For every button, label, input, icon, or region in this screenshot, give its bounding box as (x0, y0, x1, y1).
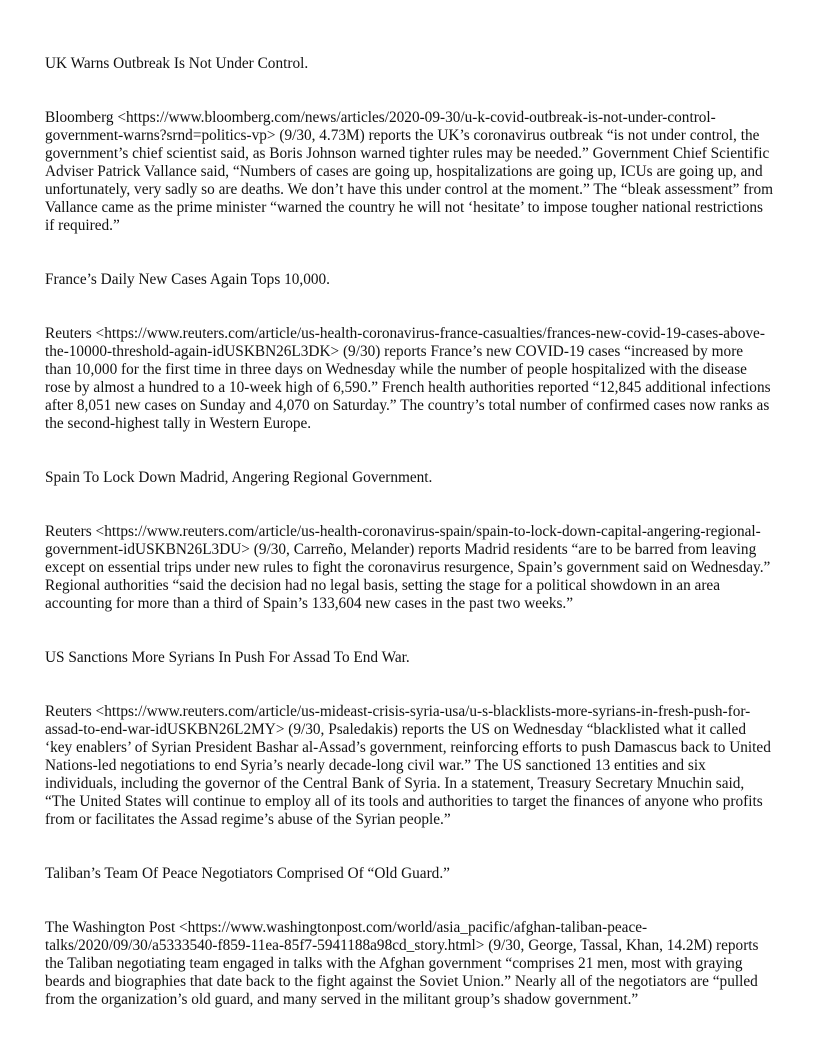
document-page (45, 55, 773, 1009)
article-link[interactable]: https://www.reuters.com/article/us-health-coronavirus-spain/spain-to-lock-down-capital-angering-regional-government-idUSKBN26L3DU (45, 523, 761, 558)
article-headline: Taliban’s Team Of Peace Negotiators Comprised Of “Old Guard.” (45, 865, 450, 882)
article-source: Reuters (45, 325, 92, 342)
article-body: Bloomberg <https://www.bloomberg.com/news/articles/2020-09-30/u-k-covid-outbreak-is-not-under-control-government-warns?srnd=politics-vp> (9/30, 4.73M) reports the UK’s coronavirus outbreak “is not under control, the government’s chief scientist said, as Boris Johnson warned tighter rules may be needed.” Government Chief Scientific Adviser Patrick Vallance said, “Numbers of cases are going up, hospitalizations are going up, ICUs are going up, and unfortunately, very sadly so are deaths. We don’t have this under control at the moment.” The “bleak assessment” from Vallance came as the prime minister “warned the country he will not ‘hesitate’ to impose tougher national restrictions if required.” (45, 109, 773, 234)
article-body: Reuters <https://www.reuters.com/article/us-mideast-crisis-syria-usa/u-s-blacklists-more-syrians-in-fresh-push-for-assad-to-end-war-idUSKBN26L2MY> (9/30, Psaledakis) reports the US on Wednesday “blacklisted what it called ‘key enablers’ of Syrian President Bashar al-Assad’s government, reinforcing efforts to push Damascus back to United Nations-led negotiations to end Syria’s nearly decade-long civil war.” The US sanctioned 13 entities and six individuals, including the governor of the Central Bank of Syria. In a statement, Treasury Secretary Mnuchin said, “The United States will continue to employ all of its tools and authorities to target the finances of anyone who profits from or facilitates the Assad regime’s abuse of the Syrian people.” (45, 703, 771, 828)
article-text: (9/30, Carreño, Melander) reports Madrid residents “are to be barred from leaving except on essential trips under new rules to fight the coronavirus resurgence, Spain’s government said on Wednesday.” Regional authorities “said the decision had no legal basis, setting the stage for a political showdown in an area accounting for more than a third of Spain’s 133,604 new cases in the past two weeks.” (45, 541, 771, 612)
article-taliban-negotiators (45, 865, 773, 1009)
article-text: (9/30, 4.73M) reports the UK’s coronavirus outbreak “is not under control, the government’s chief scientist said, as Boris Johnson warned tighter rules may be needed.” Government Chief Scientific Adviser Patrick Vallance said, “Numbers of cases are going up, hospitalizations are going up, ICUs are going up, and unfortunately, very sadly so are deaths. We don’t have this under control at the moment.” The “bleak assessment” from Vallance came as the prime minister “warned the country he will not ‘hesitate’ to impose tougher national restrictions if required.” (45, 127, 773, 234)
article-france-cases (45, 271, 773, 469)
article-headline: France’s Daily New Cases Again Tops 10,000. (45, 271, 331, 288)
article-headline: US Sanctions More Syrians In Push For Assad To End War. (45, 649, 410, 666)
article-link[interactable]: https://www.reuters.com/article/us-health-coronavirus-france-casualties/frances-new-covid-19-cases-above-the-10000-threshold-again-idUSKBN26L3DK (45, 325, 765, 360)
article-source: Bloomberg (45, 109, 114, 126)
article-us-syria-sanctions (45, 649, 773, 865)
article-text: (9/30, George, Tassal, Khan, 14.2M) reports the Taliban negotiating team engaged in talks with the Afghan government “comprises 21 men, most with graying beards and biographies that date back to the fight against the Soviet Union.” Nearly all of the negotiators are “pulled from the organization’s old guard, and many served in the militant group’s shadow government.” (45, 937, 759, 1008)
article-link[interactable]: https://www.bloomberg.com/news/articles/2020-09-30/u-k-covid-outbreak-is-not-under-control-government-warns?srnd=politics-vp (45, 109, 716, 144)
article-body: Reuters <https://www.reuters.com/article/us-health-coronavirus-spain/spain-to-lock-down-capital-angering-regional-government-idUSKBN26L3DU> (9/30, Carreño, Melander) reports Madrid residents “are to be barred from leaving except on essential trips under new rules to fight the coronavirus resurgence, Spain’s government said on Wednesday.” Regional authorities “said the decision had no legal basis, setting the stage for a political showdown in an area accounting for more than a third of Spain’s 133,604 new cases in the past two weeks.” (45, 523, 771, 612)
article-body: Reuters <https://www.reuters.com/article/us-health-coronavirus-france-casualties/frances-new-covid-19-cases-above-the-10000-threshold-again-idUSKBN26L3DK> (9/30) reports France’s new COVID-19 cases “increased by more than 10,000 for the first time in three days on Wednesday while the number of people hospitalized with the disease rose by almost a hundred to a 10-week high of 6,590.” French health authorities reported “12,845 additional infections after 8,051 new cases on Sunday and 4,070 on Saturday.” The country’s total number of confirmed cases now ranks as the second-highest tally in Western Europe. (45, 325, 771, 432)
article-headline: UK Warns Outbreak Is Not Under Control. (45, 55, 309, 72)
article-body: The Washington Post <https://www.washingtonpost.com/world/asia_pacific/afghan-taliban-peace-talks/2020/09/30/a5333540-f859-11ea-85f7-5941188a98cd_story.html> (9/30, George, Tassal, Khan, 14.2M) reports the Taliban negotiating team engaged in talks with the Afghan government “comprises 21 men, most with graying beards and biographies that date back to the fight against the Soviet Union.” Nearly all of the negotiators are “pulled from the organization’s old guard, and many served in the militant group’s shadow government.” (45, 919, 759, 1008)
article-headline: Spain To Lock Down Madrid, Angering Regional Government. (45, 469, 433, 486)
article-text: (9/30) reports France’s new COVID-19 cases “increased by more than 10,000 for the first time in three days on Wednesday while the number of people hospitalized with the disease rose by almost a hundred to a 10-week high of 6,590.” French health authorities reported “12,845 additional infections after 8,051 new cases on Sunday and 4,070 on Saturday.” The country’s total number of confirmed cases now ranks as the second-highest tally in Western Europe. (45, 343, 771, 432)
article-uk-outbreak (45, 55, 773, 271)
article-text: (9/30, Psaledakis) reports the US on Wednesday “blacklisted what it called ‘key enablers’ of Syrian President Bashar al-Assad’s government, reinforcing efforts to push Damascus back to United Nations-led negotiations to end Syria’s nearly decade-long civil war.” The US sanctioned 13 entities and six individuals, including the governor of the Central Bank of Syria. In a statement, Treasury Secretary Mnuchin said, “The United States will continue to employ all of its tools and authorities to target the finances of anyone who profits from or facilitates the Assad regime’s abuse of the Syrian people.” (45, 721, 771, 828)
article-source: Reuters (45, 703, 92, 720)
article-spain-lockdown (45, 469, 773, 649)
article-link[interactable]: https://www.reuters.com/article/us-mideast-crisis-syria-usa/u-s-blacklists-more-syrians-in-fresh-push-for-assad-to-end-war-idUSKBN26L2MY (45, 703, 751, 738)
article-source: The Washington Post (45, 919, 176, 936)
article-source: Reuters (45, 523, 92, 540)
article-link[interactable]: https://www.washingtonpost.com/world/asia_pacific/afghan-taliban-peace-talks/2020/09/30/a5333540-f859-11ea-85f7-5941188a98cd_story.html (45, 919, 648, 954)
